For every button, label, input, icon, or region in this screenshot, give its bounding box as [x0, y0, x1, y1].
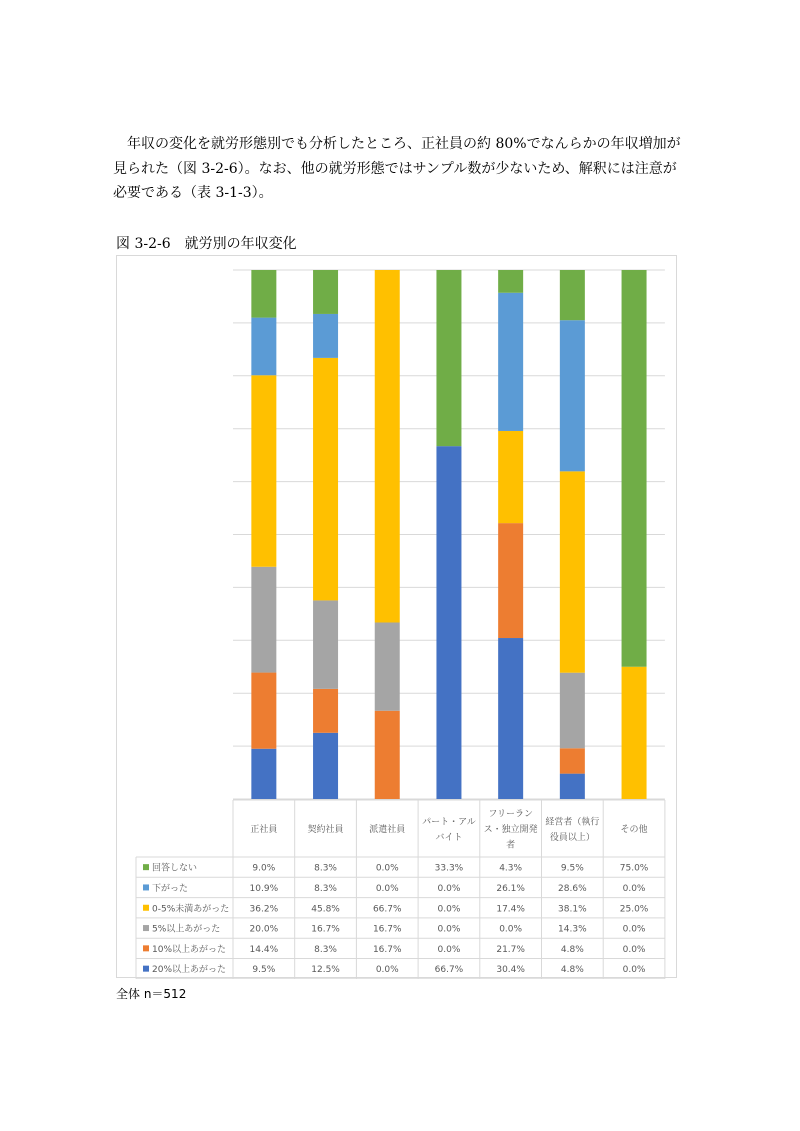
data-label: 9.5%: [560, 863, 584, 874]
data-label: 0.0%: [622, 965, 646, 976]
data-label: 25.0%: [619, 904, 649, 915]
data-label: 12.5%: [311, 965, 340, 976]
data-label: 66.7%: [372, 904, 402, 915]
stacked-bar-chart: [117, 256, 678, 979]
data-label: 4.8%: [560, 944, 584, 955]
bar-segment-2-6: [313, 270, 338, 314]
bar-segment-2-4: [313, 358, 338, 601]
category-label: 者: [506, 840, 516, 851]
legend-key: [143, 864, 149, 870]
chart-frame: [116, 255, 677, 978]
figure-title: 図 3-2-6 就労別の年収変化: [116, 236, 297, 252]
bar-segment-2-3: [313, 600, 338, 688]
bar-segment-3-3: [375, 622, 400, 710]
bar-segment-6-6: [560, 270, 585, 320]
bar-segment-6-1: [560, 774, 585, 799]
bar-segment-1-6: [251, 270, 276, 318]
data-label: 10.9%: [249, 883, 279, 894]
data-label: 38.1%: [558, 904, 587, 915]
bar-segment-1-5: [251, 318, 276, 376]
bar-segment-4-1: [436, 446, 461, 799]
legend-entry: 10%以上あがった: [152, 944, 227, 955]
category-label: パート・アル: [422, 817, 476, 828]
data-label: 28.6%: [558, 883, 587, 894]
legend-key: [143, 905, 149, 911]
data-label: 9.5%: [252, 965, 276, 976]
data-label: 0.0%: [375, 863, 399, 874]
data-label: 26.1%: [496, 883, 525, 894]
data-label: 0.0%: [499, 924, 523, 935]
bar-segment-1-1: [251, 749, 276, 799]
legend-entry: 5%以上あがった: [152, 924, 221, 935]
data-label: 0.0%: [437, 944, 461, 955]
data-label: 4.3%: [499, 863, 523, 874]
bar-segment-6-5: [560, 320, 585, 471]
bar-segment-5-1: [498, 638, 523, 799]
category-label: 役員以上）: [549, 832, 595, 843]
bar-segment-5-6: [498, 270, 523, 293]
data-label: 4.8%: [560, 965, 584, 976]
legend-entry: 20%以上あがった: [152, 965, 227, 976]
legend-key: [143, 945, 149, 951]
data-label: 20.0%: [249, 924, 279, 935]
data-label: 0.0%: [375, 883, 399, 894]
bar-segment-1-3: [251, 567, 276, 673]
bar-segment-1-2: [251, 673, 276, 749]
data-label: 17.4%: [496, 904, 525, 915]
data-label: 16.7%: [372, 944, 402, 955]
data-label: 30.4%: [496, 965, 525, 976]
bar-segment-5-4: [498, 431, 523, 523]
bar-segment-6-3: [560, 673, 585, 749]
data-label: 8.3%: [314, 863, 337, 874]
category-label: バイト: [435, 832, 463, 843]
data-label: 45.8%: [311, 904, 340, 915]
legend-key: [143, 925, 149, 931]
data-label: 0.0%: [437, 883, 461, 894]
data-label: 8.3%: [314, 944, 337, 955]
bar-segment-4-6: [436, 270, 461, 446]
body-paragraph: [113, 132, 693, 206]
category-label: 正社員: [250, 825, 278, 835]
category-label: フリーラン: [488, 809, 533, 820]
category-label: その他: [620, 825, 648, 835]
paragraph-line-2: 見られた（図 3-2-6）。なお、他の就労形態ではサンプル数が少ないため、解釈には注意が: [113, 160, 677, 177]
data-label: 36.2%: [249, 904, 279, 915]
category-label: ス・独立開発: [483, 825, 538, 835]
category-label: 契約社員: [307, 825, 344, 835]
bar-segment-6-4: [560, 471, 585, 672]
bar-segment-7-4: [622, 667, 647, 799]
data-label: 14.4%: [249, 944, 279, 955]
data-label: 21.7%: [496, 944, 525, 955]
bar-segment-2-5: [313, 314, 338, 358]
bar-segment-3-4: [375, 270, 400, 622]
data-label: 0.0%: [437, 904, 461, 915]
bar-segment-5-5: [498, 293, 523, 431]
data-label: 75.0%: [619, 863, 649, 874]
data-label: 16.7%: [372, 924, 402, 935]
data-label: 33.3%: [434, 863, 464, 874]
sample-size-note: 全体 n＝512: [116, 987, 187, 1001]
data-label: 0.0%: [375, 965, 399, 976]
data-label: 0.0%: [622, 944, 646, 955]
bar-segment-2-2: [313, 689, 338, 733]
data-label: 0.0%: [622, 924, 646, 935]
paragraph-line-3: 必要である（表 3-1-3）。: [113, 185, 273, 201]
legend-key: [143, 966, 149, 972]
data-label: 66.7%: [434, 965, 464, 976]
legend-entry: 下がった: [152, 883, 189, 894]
paragraph-line-1: 年収の変化を就労形態別でも分析したところ、正社員の約 80%でなんらかの年収増加が: [113, 136, 681, 152]
bar-segment-2-1: [313, 733, 338, 799]
bar-segment-5-2: [498, 523, 523, 638]
data-label: 0.0%: [437, 924, 461, 935]
legend-entry: 0-5%未満あがった: [152, 904, 230, 915]
data-label: 9.0%: [252, 863, 276, 874]
bar-segment-6-2: [560, 748, 585, 773]
category-label: 経営者（執行: [545, 817, 600, 828]
bar-segment-7-6: [622, 270, 647, 667]
data-label: 16.7%: [311, 924, 340, 935]
bar-segment-1-4: [251, 375, 276, 566]
data-label: 8.3%: [314, 883, 337, 894]
data-label: 0.0%: [622, 883, 646, 894]
bar-segment-3-2: [375, 711, 400, 799]
data-label: 14.3%: [558, 924, 587, 935]
legend-key: [143, 884, 149, 890]
legend-entry: 回答しない: [152, 863, 198, 874]
category-label: 派遣社員: [369, 825, 406, 835]
